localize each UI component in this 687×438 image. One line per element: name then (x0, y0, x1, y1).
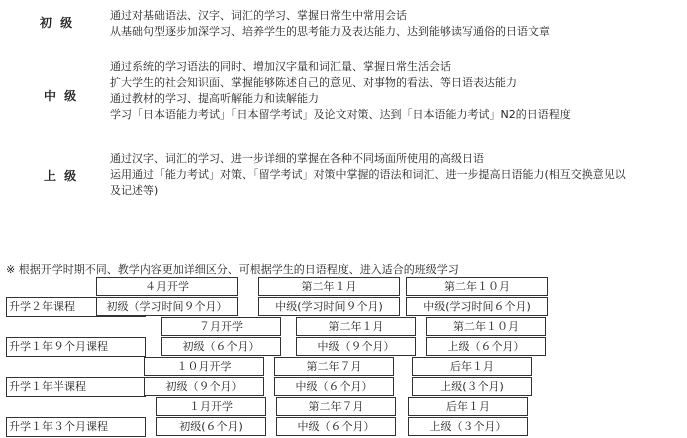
start-month: 第二年１月 (296, 317, 416, 336)
stage-period: 中级(学习时间９个月) (258, 297, 400, 316)
stage-period: 初级（９个月） (144, 377, 264, 396)
enrollment-note: ※ 根据开学时期不同、教学内容更加详细区分、可根据学生的日语程度、进入适合的班级学习 (6, 263, 459, 276)
stage-period: 初级(６个月) (156, 417, 266, 436)
stage-period: 中级（６个月） (276, 417, 396, 436)
description-line: 通过教材的学习、提高听解能力和读解能力 (110, 92, 319, 105)
start-month: 第二年１０月 (426, 317, 546, 336)
stage-period: 初级（学习时间９个月） (96, 297, 238, 316)
start-month: １月开学 (156, 397, 266, 416)
course-schedule-table (6, 277, 678, 437)
level-description (110, 8, 550, 40)
start-month: １０月开学 (144, 357, 264, 376)
stage-period: 中级（６个月） (274, 377, 394, 396)
level-description (110, 151, 626, 199)
start-month: 第二年１月 (258, 277, 400, 296)
description-line: 及记述等) (110, 184, 159, 197)
level-name: 初 级 (40, 16, 75, 30)
course-row (6, 357, 678, 397)
start-month: 第二年７月 (274, 357, 394, 376)
description-line: 通过汉字、词汇的学习、进一步详细的掌握在各种不同场面所使用的高级日语 (110, 152, 484, 165)
stage-period: 初级（６个月） (161, 337, 281, 356)
level-name: 上 级 (44, 169, 79, 183)
description-line: 运用通过「能力考试」对策、「留学考试」对策中掌握的语法和词汇、进一步提高日语能力(相互交换意见以 (110, 168, 626, 181)
description-line: 学习「日本语能力考试」「日本留学考试」及论文对策、达到「日本语能力考试」N2的日语程度 (110, 108, 571, 121)
description-line: 通过对基础语法、汉字、词汇的学习、掌握日常生中常用会话 (110, 9, 407, 22)
course-row (6, 277, 678, 317)
description-line: 从基础句型逐步加深学习、培养学生的思考能力及表达能力、达到能够读写通俗的日语文章 (110, 25, 550, 38)
course-row (6, 397, 678, 437)
start-month: 第二年１０月 (406, 277, 548, 296)
level-description (110, 59, 571, 123)
stage-period: 上级（３个月） (408, 417, 528, 436)
level-name: 中 级 (44, 89, 79, 103)
description-line: 通过系统的学习语法的同时、增加汉字量和词汇量、掌握日常生活会话 (110, 60, 451, 73)
stage-period: 中级(学习时间６个月) (406, 297, 548, 316)
stage-period: 中级（９个月） (296, 337, 416, 356)
description-line: 扩大学生的社会知识面、掌握能够陈述自己的意见、对事物的看法、等日语表达能力 (110, 76, 517, 89)
start-month: 后年１月 (408, 397, 528, 416)
course-name: 升学１年半课程 (6, 377, 146, 397)
course-name: 升学２年课程 (6, 297, 146, 317)
stage-period: 上级（６个月） (426, 337, 546, 356)
course-name: 升学１年９个月课程 (6, 337, 146, 357)
course-name: 升学１年３个月课程 (6, 417, 146, 437)
start-month: ７月开学 (161, 317, 281, 336)
start-month: 后年１月 (412, 357, 532, 376)
start-month: 第二年７月 (276, 397, 396, 416)
start-month: ４月开学 (96, 277, 238, 296)
stage-period: 上级(３个月) (412, 377, 532, 396)
course-row (6, 317, 678, 357)
